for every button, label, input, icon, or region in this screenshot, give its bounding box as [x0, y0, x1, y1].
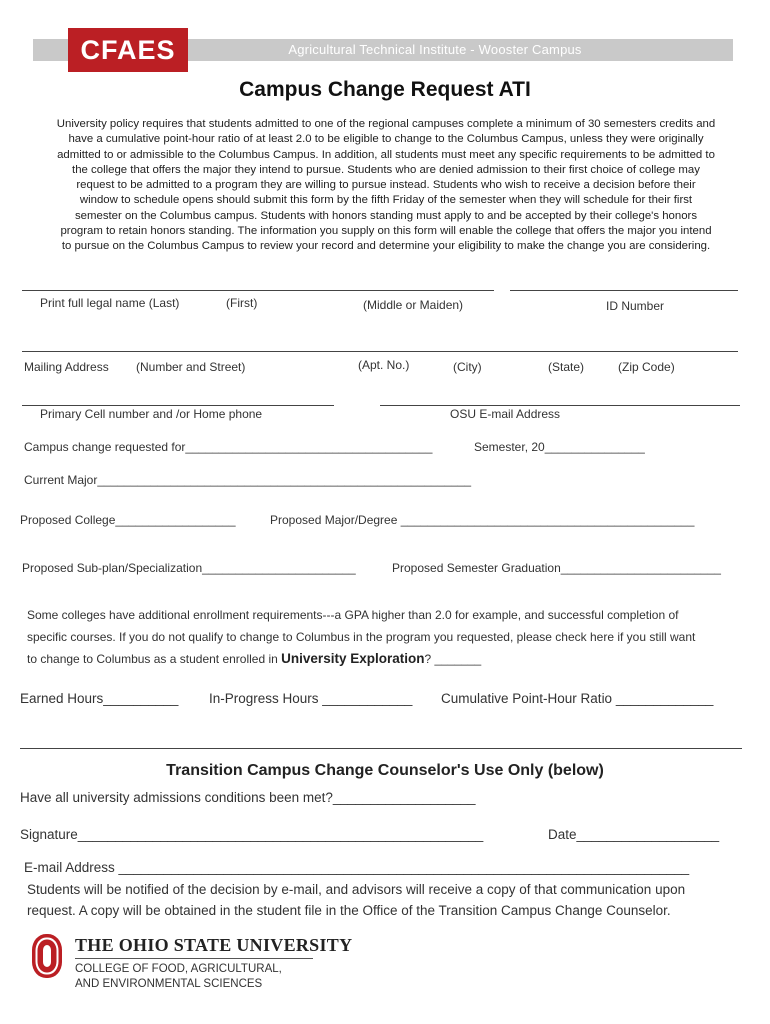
name-first-label: (First) [226, 296, 258, 310]
date-field[interactable]: Date___________________ [548, 827, 720, 842]
requirements-line: Some colleges have additional enrollment requirements---a GPA higher than 2.0 for example, and successful completion of [27, 608, 679, 622]
page-title: Campus Change Request ATI [239, 78, 531, 101]
admissions-conditions-field[interactable]: Have all university admissions conditions been met?___________________ [20, 790, 476, 805]
osu-email-field[interactable] [380, 405, 740, 406]
mailing-address-label: Mailing Address [24, 360, 109, 374]
additional-requirements [27, 604, 747, 670]
current-major-field[interactable]: Current Major________________________________________________________ [24, 473, 472, 487]
intro-line: have a cumulative point-hour ratio of at least 2.0 to be eligible to change to the Columbus Campus, unless they were originally [68, 133, 704, 146]
earned-hours-field[interactable]: Earned Hours__________ [20, 691, 179, 706]
inprogress-hours-field[interactable]: In-Progress Hours ____________ [209, 691, 413, 706]
block-o-icon [32, 934, 62, 978]
exploration-check-field[interactable] [27, 648, 747, 670]
notify-line: request. A copy will be obtained in the student file in the Office of the Transition Campus Change Counselor. [27, 903, 671, 918]
name-last-label: Print full legal name (Last) [40, 296, 180, 310]
proposed-college-field[interactable]: Proposed College__________________ [20, 513, 236, 527]
intro-line: University policy requires that students admitted to one of the regional campuses complete a minimum of 30 semesters credits and [56, 118, 716, 130]
cumulative-ratio-field[interactable]: Cumulative Point-Hour Ratio _____________ [441, 691, 714, 706]
university-exploration-label: University Exploration [281, 651, 425, 666]
requirements-line: specific courses. If you do not qualify to change to Columbus in the program you requested, please check here if you still want [27, 630, 696, 644]
intro-line: admitted to or admissible to the Columbus Campus. In addition, all students must meet any specific requirements to be admitted to [57, 148, 715, 161]
intro-paragraph [22, 117, 750, 255]
intro-line: semester on the Columbus campus. Students with honors standing must apply to and be accepted by their college's honors [74, 209, 698, 222]
phone-label: Primary Cell number and /or Home phone [40, 407, 263, 421]
state-label: (State) [548, 360, 585, 374]
intro-line: request to be admitted to a program they are willing to pursue instead. Students who wish to receive a decision before their [76, 179, 696, 192]
phone-field[interactable] [22, 405, 334, 406]
proposed-major-field[interactable]: Proposed Major/Degree ____________________________________________ [270, 513, 695, 527]
osu-email-label: OSU E-mail Address [450, 407, 561, 421]
osu-wordmark: THE OHIO STATE UNIVERSITY [75, 935, 353, 955]
footer-rule [75, 958, 313, 959]
counselor-email-field[interactable]: E-mail Address ____________________________________________________________________________ [24, 860, 690, 875]
campus-change-field[interactable]: Campus change requested for_____________________________________ [24, 440, 433, 454]
semester-field[interactable]: Semester, 20_______________ [474, 440, 645, 454]
street-label: (Number and Street) [136, 360, 246, 374]
campus-subtitle: Agricultural Technical Institute - Wooster Campus [288, 42, 582, 57]
section-divider [20, 748, 742, 749]
college-name [75, 962, 282, 991]
counselor-section-title: Transition Campus Change Counselor's Use Only (below) [166, 762, 604, 779]
intro-line: window to schedule opens should submit this form by the fifth Friday of the semester when they will schedule for their first [79, 194, 693, 207]
cfaes-logo-text: CFAES [80, 34, 176, 65]
signature-field[interactable]: Signature______________________________________________________ [20, 827, 484, 842]
apt-label: (Apt. No.) [358, 358, 410, 372]
city-label: (City) [453, 360, 482, 374]
id-number-field[interactable] [510, 290, 738, 291]
intro-line: program to retain honors standing. The information you supply on this form will enable the college that offers the major you intend [60, 225, 712, 238]
cfaes-logo [68, 28, 188, 72]
intro-line: the college that offers the major they intend to pursue. Students who are denied admission to their first choice of college may [72, 163, 700, 176]
proposed-semester-field[interactable]: Proposed Semester Graduation________________________ [392, 561, 721, 575]
notify-line: Students will be notified of the decision by e-mail, and advisors will receive a copy of that communication upon [27, 882, 686, 897]
notification-note [27, 879, 747, 921]
exploration-blank[interactable]: ? _______ [424, 652, 482, 666]
name-field[interactable] [22, 290, 494, 291]
zip-label: (Zip Code) [618, 360, 675, 374]
proposed-subplan-field[interactable]: Proposed Sub-plan/Specialization_______________________ [22, 561, 356, 575]
requirements-line: to change to Columbus as a student enrolled in [27, 652, 282, 666]
college-line: COLLEGE OF FOOD, AGRICULTURAL, [75, 963, 282, 975]
id-number-label: ID Number [606, 299, 665, 313]
mailing-address-field[interactable] [22, 351, 738, 352]
college-line: AND ENVIRONMENTAL SCIENCES [75, 977, 263, 990]
intro-line: to pursue on the Columbus Campus to review your record and determine your eligibility to make the change you are considering. [61, 240, 711, 253]
name-middle-label: (Middle or Maiden) [363, 298, 464, 312]
